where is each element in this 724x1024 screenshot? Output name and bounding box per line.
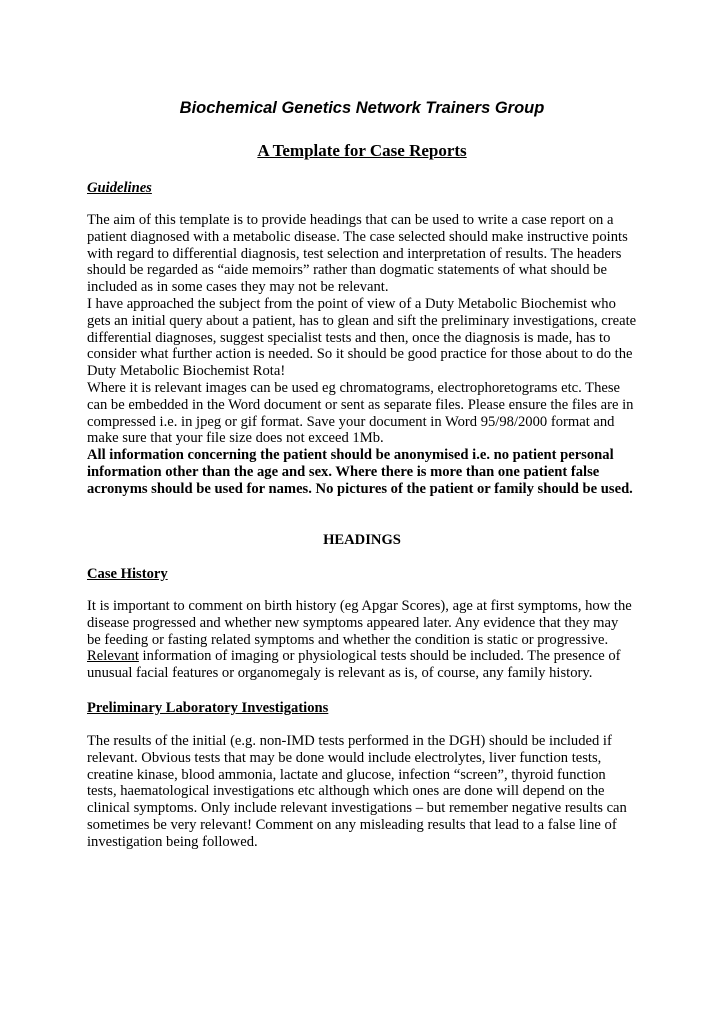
text-line: with regard to differential diagnosis, test selection and interpretation of results. The headers [87,245,622,262]
preliminary-heading: Preliminary Laboratory Investigations [87,700,329,716]
guidelines-heading: Guidelines [87,180,152,196]
text-line: tests, haematological investigations etc although which ones are done will depend on the [87,783,605,800]
text-line: information other than the age and sex. Where there is more than one patient false [87,463,600,480]
text-line: The results of the initial (e.g. non-IMD tests performed in the DGH) should be included if [87,733,612,749]
text-line: be feeding or fasting related symptoms and whether the condition is static or progressive. [87,631,609,648]
case-history-heading: Case History [87,566,168,582]
line-group [87,447,636,497]
text-line: disease progressed and whether new symptoms appeared later. Any evidence that they may [87,614,619,631]
text-line: acronyms should be used for names. No pictures of the patient or family should be used. [87,480,633,497]
text-line: It is important to comment on birth history (eg Apgar Scores), age at first symptoms, how the [87,598,632,614]
text-line: included as in some cases they may not be relevant. [87,279,389,296]
text-line: consider what further action is needed. So it should be good practice for those about to do the [87,346,633,363]
case-history-paragraph [87,598,632,682]
text-line: should be regarded as “aide memoirs” rather than dogmatic statements of what should be [87,262,607,279]
guidelines-paragraph [87,212,636,498]
text-line: unusual facial features or organomegaly is relevant as is, of course, any family history. [87,665,593,682]
text-line: Where it is relevant images can be used eg chromatograms, electrophoretograms etc. These [87,379,620,396]
document-subtitle: A Template for Case Reports [257,141,467,160]
text-line: creatine kinase, blood ammonia, lactate and glucose, infection “screen”, thyroid function [87,766,606,783]
text-line: patient diagnosed with a metabolic disease. The case selected should make instructive points [87,228,628,245]
headings-label: HEADINGS [323,532,401,548]
line-group [87,665,632,682]
text-line: compressed i.e. in jpeg or gif format. Save your document in Word 95/98/2000 format and [87,413,615,430]
text-line-rest: information of imaging or physiological tests should be included. The presence of [138,648,621,665]
text-line: make sure that your file size does not exceed 1Mb. [87,430,384,447]
text-line: The aim of this template is to provide headings that can be used to write a case report on a [87,212,614,228]
text-line: differential diagnoses, suggest specialist tests and then, once the diagnosis is made, has to [87,329,611,346]
text-line: Duty Metabolic Biochemist Rota! [87,363,286,380]
text-line: investigation being followed. [87,833,258,850]
text-line: All information concerning the patient should be anonymised i.e. no patient personal [87,447,614,464]
text-line: gets an initial query about a patient, has to glean and sift the preliminary investigations, create [87,312,637,329]
text-line: clinical symptoms. Only include relevant investigations – but remember negative results can [87,800,627,817]
line-group [87,598,632,648]
relevant-underlined: Relevant [87,648,139,665]
preliminary-paragraph [87,733,627,851]
document-title: Biochemical Genetics Network Trainers Group [179,99,545,117]
text-line [87,648,632,665]
text-line: sometimes be very relevant! Comment on any misleading results that lead to a false line of [87,816,617,833]
text-line: can be embedded in the Word document or sent as separate files. Please ensure the files are in [87,396,634,413]
line-group [87,733,627,851]
text-line: relevant. Obvious tests that may be done would include electrolytes, liver function tests, [87,749,602,766]
text-line: I have approached the subject from the point of view of a Duty Metabolic Biochemist who [87,295,616,312]
line-group [87,212,636,447]
